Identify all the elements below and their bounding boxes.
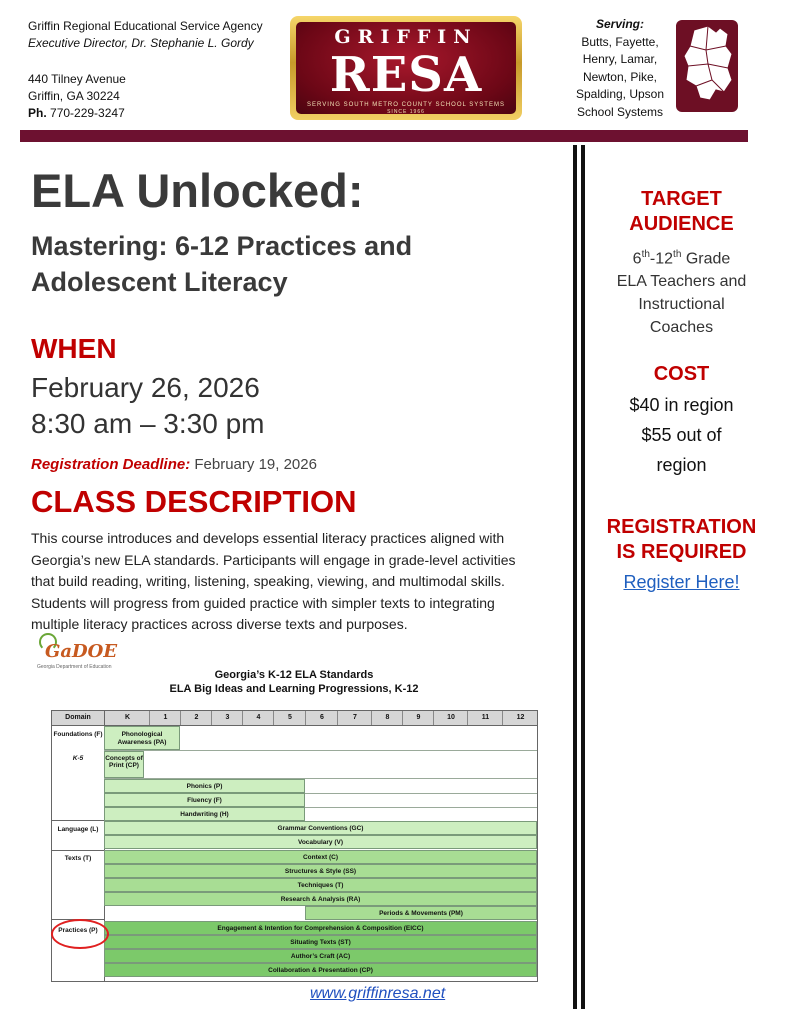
deadline-label: Registration Deadline:: [31, 456, 191, 473]
target-grades: [594, 243, 769, 270]
grid-header-grade: 3: [211, 711, 243, 725]
grid-header-grade: 6: [305, 711, 338, 725]
class-description-heading: CLASS DESCRIPTION: [31, 484, 357, 519]
target-audience-heading: [594, 187, 769, 237]
strand-situating-texts: Situating Texts (ST): [104, 935, 537, 949]
serving-heading: Serving:: [595, 17, 644, 31]
practices-highlight-circle: [51, 919, 109, 949]
grid-header-grade: 12: [502, 711, 538, 725]
logo-top-text: GRIFFIN: [334, 26, 478, 48]
griffin-resa-logo: [290, 16, 522, 120]
domain-texts: Texts (T): [64, 855, 92, 862]
deadline-date: February 19, 2026: [194, 456, 317, 473]
grid-row-line: [104, 750, 537, 751]
phone-line: [28, 105, 126, 122]
event-time: 8:30 am – 3:30 pm: [31, 408, 265, 439]
standards-title-line1: Georgia’s K-12 ELA Standards: [214, 669, 374, 681]
strand-eicc: Engagement & Intention for Comprehension & Composition (EICC): [104, 921, 537, 935]
serving-line: Newton, Pike,: [582, 69, 658, 84]
column-divider-1: [573, 145, 577, 1009]
strand-concepts-of-print: Concepts of Print (CP): [104, 751, 144, 778]
event-when: [31, 370, 264, 442]
grid-header-grade: 7: [337, 711, 372, 725]
strand-structures-style: Structures & Style (SS): [104, 864, 537, 878]
domain-k5: K-5: [72, 755, 84, 762]
grid-header-grade: 5: [273, 711, 306, 725]
strand-context: Context (C): [104, 850, 537, 864]
executive-director: Executive Director, Dr. Stephanie L. Gordy: [28, 36, 254, 50]
registration-heading-line1: REGISTRATION: [606, 516, 757, 538]
cost-line2: $55 out of: [641, 425, 722, 445]
event-date: February 26, 2026: [31, 372, 260, 403]
agency-address: [28, 71, 126, 122]
strand-phonological-awareness: Phonological Awareness (PA): [104, 726, 180, 750]
cost-text: [594, 390, 769, 480]
serving-line: Spalding, Upson: [575, 87, 665, 101]
strand-periods-movements: Periods & Movements (PM): [305, 906, 537, 920]
page-title: ELA Unlocked:: [31, 164, 364, 217]
logo-subtitle: SERVING SOUTH METRO COUNTY SCHOOL SYSTEMS: [307, 102, 505, 108]
standards-title: [52, 668, 536, 696]
strand-collaboration-presentation: Collaboration & Presentation (CP): [104, 963, 537, 977]
register-here-link[interactable]: Register Here!: [623, 572, 740, 592]
strand-vocabulary: Vocabulary (V): [104, 835, 537, 849]
logo-main-text: RESA: [329, 47, 483, 103]
address-line1: 440 Tilney Avenue: [28, 72, 126, 86]
county-map-icon: [676, 20, 738, 112]
address-line2: Griffin, GA 30224: [28, 89, 120, 103]
grade-mid: -12: [649, 250, 674, 268]
standards-grid: [51, 710, 538, 982]
page-subtitle: Mastering: 6-12 Practices and Adolescent Literacy: [31, 231, 413, 297]
logo-since: SINCE 1966: [387, 109, 425, 115]
grid-header-grade: 1: [149, 711, 181, 725]
grid-header-grade: 10: [433, 711, 468, 725]
grid-header-grade: 8: [371, 711, 403, 725]
class-description: This course introduces and develops essential literacy practices aligned with Georgia’s new ELA standards. Participants will engage in grade-level activities that build reading, writing, listening, speaking, viewing, and multimodal skills. Students will progress from guided practice with simpler texts to integrating multiple literacy practices across diverse texts and purposes.: [31, 530, 516, 632]
target-heading-line2: AUDIENCE: [629, 213, 734, 235]
target-heading-line1: TARGET: [641, 188, 722, 210]
strand-authors-craft: Author’s Craft (AC): [104, 949, 537, 963]
domain-divider: [52, 820, 104, 821]
grade-word: Grade: [681, 250, 731, 268]
agency-name: Griffin Regional Educational Service Agency: [28, 19, 263, 33]
registration-deadline: [31, 456, 317, 473]
serving-list: [566, 16, 674, 121]
cost-heading: COST: [653, 363, 710, 385]
grid-header-grade: 2: [180, 711, 212, 725]
registration-heading: [594, 515, 769, 565]
column-divider-2: [581, 145, 585, 1009]
cost-line3: region: [656, 455, 707, 475]
target-line4: Coaches: [649, 319, 714, 337]
grid-header-grade: 11: [467, 711, 503, 725]
domain-foundations: Foundations (F): [53, 731, 103, 738]
registration-heading-line2: IS REQUIRED: [616, 541, 747, 563]
serving-line: Henry, Lamar,: [582, 52, 658, 66]
phone-number: 770-229-3247: [50, 106, 125, 120]
grade-start: 6: [632, 250, 642, 268]
serving-line: Butts, Fayette,: [581, 34, 659, 49]
strand-phonics: Phonics (P): [104, 779, 305, 793]
grade-end-sup: th: [673, 249, 682, 260]
strand-handwriting: Handwriting (H): [104, 807, 305, 821]
gadoe-logo-subtitle: Georgia Department of Education: [37, 664, 112, 670]
target-line3: Instructional: [638, 296, 725, 314]
domain-practices: Practices (P): [58, 927, 98, 934]
gadoe-logo: [37, 633, 127, 671]
when-heading: WHEN: [31, 333, 117, 364]
website-link[interactable]: www.griffinresa.net: [310, 985, 446, 1002]
phone-label: Ph.: [28, 106, 47, 120]
grid-header-row: [52, 711, 537, 726]
grid-header-grade: 9: [402, 711, 434, 725]
cost-line1: $40 in region: [629, 395, 734, 415]
strand-fluency: Fluency (F): [104, 793, 305, 807]
grid-header-grade: K: [104, 711, 150, 725]
target-line2: ELA Teachers and: [616, 273, 747, 291]
serving-line: School Systems: [576, 104, 664, 119]
strand-grammar-conventions: Grammar Conventions (GC): [104, 821, 537, 835]
grid-header-grade: 4: [242, 711, 274, 725]
gadoe-logo-text: GaDOE: [45, 641, 118, 662]
agency-info: [28, 18, 263, 52]
strand-techniques: Techniques (T): [104, 878, 537, 892]
domain-divider: [52, 850, 104, 851]
header-divider: [20, 130, 748, 142]
standards-title-line2: ELA Big Ideas and Learning Progressions, K-12: [169, 683, 419, 695]
grade-start-sup: th: [641, 249, 650, 260]
grid-header-domain: Domain: [65, 714, 91, 721]
strand-research-analysis: Research & Analysis (RA): [104, 892, 537, 906]
domain-language: Language (L): [57, 826, 99, 833]
target-audience-text: [594, 243, 769, 339]
